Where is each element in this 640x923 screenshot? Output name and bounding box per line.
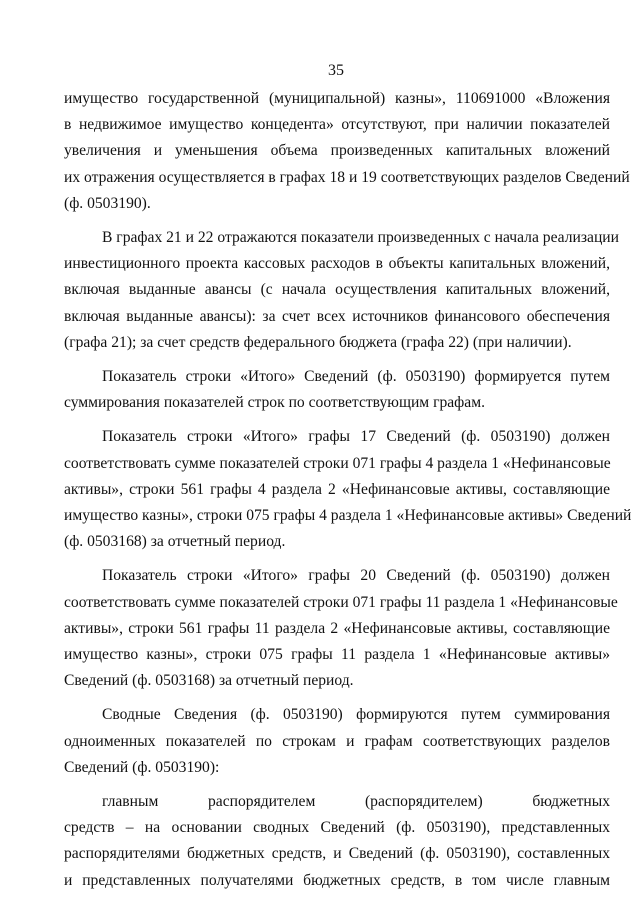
text-line: суммирования показателей строк по соответствующим графам. bbox=[64, 394, 485, 412]
text-line: соответствовать сумме показателей строки 071 графы 4 раздела 1 «Нефинансовые bbox=[64, 454, 611, 472]
text-line: Показатель строки «Итого» графы 20 Сведений (ф. 0503190) должен bbox=[102, 567, 610, 585]
text-line: Сведений (ф. 0503190): bbox=[64, 758, 220, 776]
text-line: Показатель строки «Итого» Сведений (ф. 0503190) формируется путем bbox=[102, 368, 610, 386]
paragraph-3 bbox=[64, 364, 610, 416]
text-line: включая выданные авансы): за счет всех источников финансового обеспечения bbox=[64, 307, 610, 325]
paragraph-2 bbox=[64, 225, 619, 356]
paragraph-7 bbox=[64, 789, 610, 894]
text-line: активы», строки 561 графы 4 раздела 2 «Нефинансовые активы, составляющие bbox=[64, 480, 610, 498]
text-line: Показатель строки «Итого» графы 17 Сведений (ф. 0503190) должен bbox=[102, 428, 610, 446]
text-line: включая выданные авансы (с начала осуществления капитальных вложений, bbox=[64, 281, 610, 299]
text-line: Сводные Сведения (ф. 0503190) формируются путем суммирования bbox=[102, 706, 610, 724]
text-line: средств – на основании сводных Сведений (ф. 0503190), представленных bbox=[64, 819, 610, 837]
text-line: активы», строки 561 графы 11 раздела 2 «Нефинансовые активы, составляющие bbox=[64, 619, 610, 637]
text-line: их отражения осуществляется в графах 18 и 19 соответствующих разделов Сведений bbox=[64, 168, 630, 186]
text-line: инвестиционного проекта кассовых расходов в объекты капитальных вложений, bbox=[64, 255, 610, 273]
text-line: имущество государственной (муниципальной) казны», 110691000 «Вложения bbox=[64, 90, 610, 107]
text-line: соответствовать сумме показателей строки 071 графы 11 раздела 1 «Нефинансовые bbox=[64, 593, 618, 611]
text-line: (ф. 0503168) за отчетный период. bbox=[64, 533, 286, 551]
text-line: распорядителями бюджетных средств, и Сведений (ф. 0503190), составленных bbox=[64, 845, 610, 863]
paragraph-6 bbox=[64, 702, 610, 781]
paragraph-5 bbox=[64, 563, 618, 694]
text-line: в недвижимое имущество концедента» отсутствуют, при наличии показателей bbox=[64, 116, 610, 134]
text-line: имущество казны», строки 075 графы 4 раздела 1 «Нефинансовые активы» Сведений bbox=[64, 507, 632, 525]
text-line: имущество казны», строки 075 графы 11 раздела 1 «Нефинансовые активы» bbox=[64, 646, 610, 664]
body-text bbox=[64, 86, 632, 902]
text-line: одноименных показателей по строкам и графам соответствующих разделов bbox=[64, 732, 610, 750]
text-line: увеличения и уменьшения объема произведенных капитальных вложений bbox=[64, 142, 610, 160]
text-line: главным распорядителем (распорядителем) бюджетных bbox=[102, 793, 610, 811]
text-line: (графа 21); за счет средств федерального бюджета (графа 22) (при наличии). bbox=[64, 333, 572, 351]
text-line: В графах 21 и 22 отражаются показатели произведенных с начала реализации bbox=[102, 229, 619, 247]
paragraph-1 bbox=[64, 86, 630, 217]
paragraph-4 bbox=[64, 424, 632, 555]
text-line: (ф. 0503190). bbox=[64, 194, 151, 212]
text-line: и представленных получателями бюджетных средств, в том числе главным bbox=[64, 871, 610, 889]
page-number: 35 bbox=[328, 62, 344, 79]
text-line: Сведений (ф. 0503168) за отчетный период. bbox=[64, 672, 354, 690]
